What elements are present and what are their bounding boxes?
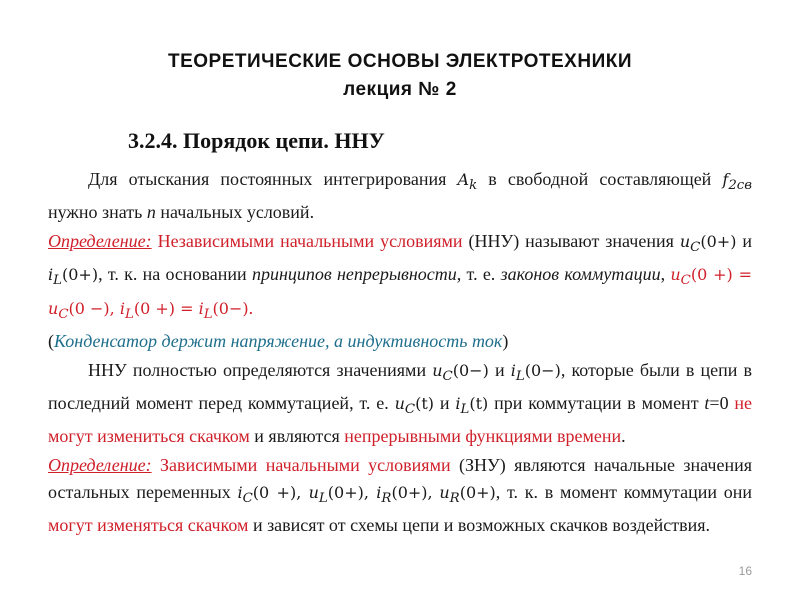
math-ilt: $i_L(t)$ [455, 393, 489, 418]
slide-header [0, 48, 800, 104]
capacitor-inductor-note: Конденсатор держит напряжение, а индуктивность ток [54, 330, 503, 351]
math-uc0plus: $u_C(0+)$ [679, 232, 737, 256]
term-nnu: Независимыми начальными условиями [157, 231, 463, 252]
laws-text: законов коммутации [500, 264, 661, 285]
math-il0plus: $i_L(0+)$ [48, 265, 99, 289]
math-ir0plus: $i_R(0+)$, [376, 483, 433, 507]
header-title: ТЕОРЕТИЧЕСКИЕ ОСНОВЫ ЭЛЕКТРОТЕХНИКИ [168, 51, 632, 72]
section-title: 3.2.4. Порядок цепи. ННУ [128, 128, 385, 153]
header-subtitle: лекция № 2 [343, 79, 457, 100]
paragraph-nnu-details: ННУ полностью определяются значениями $u_C(0-)$ и $i_L(0-)$, которые были в цепи в последний момент перед коммутацией, т. е. $u_C(t)$ и $i_L(t)$ при коммутации в момент t=0 не могут измениться скачком и являются непрерывными функциями времени. [48, 359, 753, 447]
definition-label: Определение: [48, 455, 152, 476]
term-znu: Зависимыми начальными условиями [160, 455, 451, 476]
can-change-abruptly: могут изменяться скачком [48, 515, 249, 536]
math-uct: $u_C(t)$ [394, 393, 435, 418]
math-ic0plus: $i_C(0$ +), [237, 483, 309, 507]
cannot-change-abruptly: не могут измениться скачком [48, 392, 753, 447]
math-ul0plus: $u_L(0+)$, [308, 483, 377, 507]
math-ak: $A_k$ [457, 170, 478, 194]
paragraph-nnu-definition: Определение: Независимыми начальными условиями (ННУ) называют значения $u_C(0+)$ и $i_L(0+)$, т. к. на основании принципов непрерывности, т. е. законов коммутации, $u_C(0$ +) = $u_C(0$ −), $i_L(0$ +) = $i_L(0-)$. (Конденсатор держит напряжение, а индуктивность ток) [48, 231, 753, 351]
math-il0minus: $i_L(0-)$ [510, 360, 561, 384]
math-f2sv: $f_{2св}$ [722, 170, 753, 194]
principle-text: принципов непрерывности [251, 264, 457, 285]
definition-label: Определение: [48, 231, 152, 252]
continuous-functions: непрерывными функциями времени [344, 426, 622, 447]
math-uc0minus: $u_C(0-)$ [432, 360, 489, 384]
commutation-laws-formula: $u_C(0$ +) = $u_C(0$ −), $i_L(0$ +) = $i_L(0-)$ [48, 265, 753, 322]
math-ur0plus: $u_R(0+)$ [439, 483, 496, 507]
paragraph-intro: Для отыскания постоянных интегрирования $A_k$ в свободной составляющей $f_{2св}$ нужно знать n начальных условий. [48, 169, 753, 223]
page-number: 16 [738, 564, 752, 578]
paragraph-znu-definition: Определение: Зависимыми начальными условиями (ЗНУ) являются начальные значения остальных переменных $i_C(0$ +), $u_L(0+)$, $i_R(0+)$, $u_R(0+)$, т. к. в момент коммутации они могут изменяться скачком и зависят от схемы цепи и возможных скачков воздействия. [48, 455, 752, 536]
slide-body [48, 166, 752, 539]
